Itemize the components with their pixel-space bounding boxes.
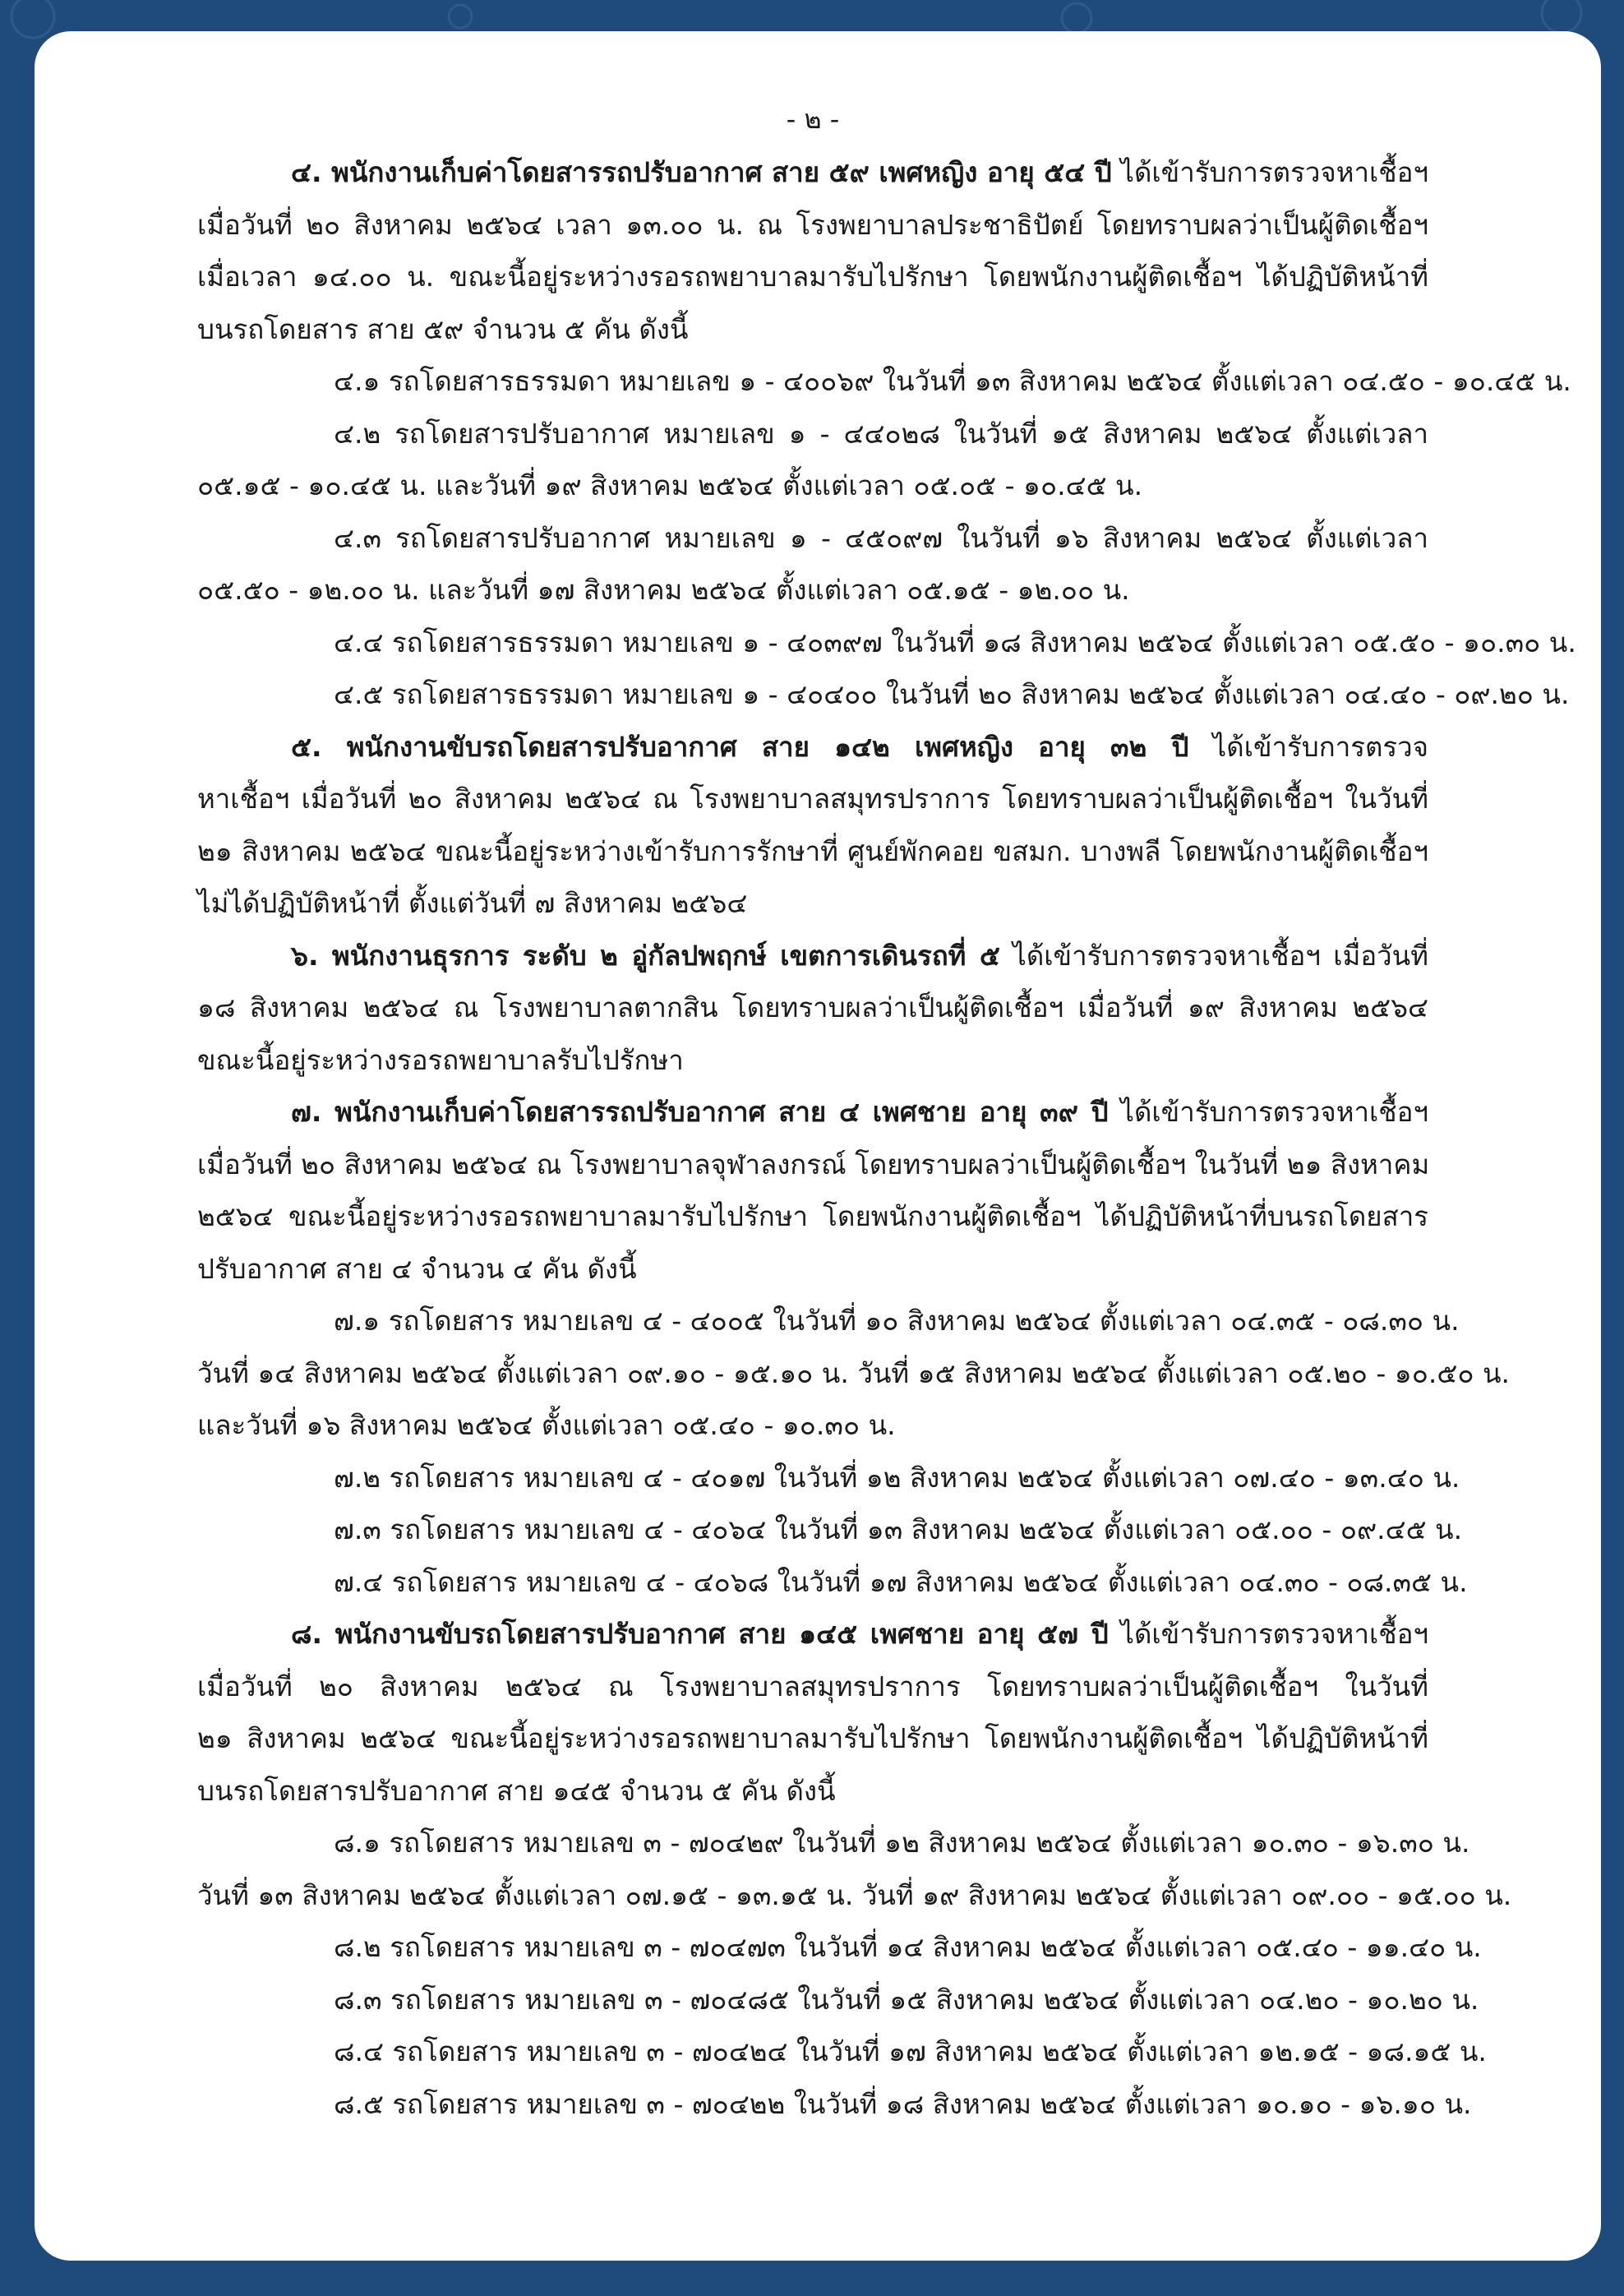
paragraph-line: [197, 825, 1428, 878]
body-text: ๒๑ สิงหาคม ๒๕๖๔ ขณะนี้อยู่ระหว่างเข้ารับการรักษาที่ ศูนย์พักคอย ขสมก. บางพลี โดยพนักงานผู้ติดเชื้อฯ: [197, 834, 1428, 867]
paragraph-section: [197, 1608, 1512, 2130]
paragraph-line: [197, 1086, 1428, 1139]
paragraph-section: [197, 146, 1576, 721]
list-item-line: ๗.๑ รถโดยสาร หมายเลข ๔ - ๔๐๐๕ ในวันที่ ๑๐ สิงหาคม ๒๕๖๔ ตั้งแต่เวลา ๐๔.๓๕ - ๐๘.๓๐ น.: [334, 1305, 1460, 1337]
document-body: [197, 99, 1576, 2130]
body-text: บนรถโดยสารปรับอากาศ สาย ๑๔๕ จำนวน ๕ คัน ดังนี้: [197, 1774, 836, 1807]
paragraph-line: [197, 773, 1428, 825]
paragraph-line: [197, 199, 1428, 252]
body-text: เมื่อวันที่ ๒๐ สิงหาคม ๒๕๖๔ เวลา ๑๓.๐๐ น. ณ โรงพยาบาลประชาธิปัตย์ โดยทราบผลว่าเป็นผู้ติดเชื้อฯ: [197, 208, 1428, 241]
paragraph-line: [197, 721, 1428, 774]
paragraph-line: [197, 982, 1428, 1034]
body-text: เมื่อวันที่ ๒๐ สิงหาคม ๒๕๖๔ ณ โรงพยาบาลจุฬาลงกรณ์ โดยทราบผลว่าเป็นผู้ติดเชื้อฯ ในวันที่ ๒๑ สิงหาคม: [197, 1148, 1430, 1180]
paragraph-line: [197, 1765, 1428, 1818]
paragraph-line: [197, 251, 1428, 303]
heading-text: ๕. พนักงานขับรถโดยสารปรับอากาศ สาย ๑๔๒ เพศหญิง อายุ ๓๒ ปี: [291, 730, 1189, 763]
paragraph-line: [197, 930, 1428, 982]
paragraph-line: [197, 1243, 1428, 1296]
list-item-line: ๘.๒ รถโดยสาร หมายเลข ๓ - ๗๐๔๗๓ ในวันที่ ๑๔ สิงหาคม ๒๕๖๔ ตั้งแต่เวลา ๐๕.๔๐ - ๑๑.๔๐ น.: [334, 1931, 1482, 1963]
page-number: - ๒ -: [786, 104, 840, 135]
heading-text: ๗. พนักงานเก็บค่าโดยสารรถปรับอากาศ สาย ๔ เพศชาย อายุ ๓๙ ปี: [291, 1096, 1109, 1128]
list-item-line: ๗.๒ รถโดยสาร หมายเลข ๔ - ๔๐๑๗ ในวันที่ ๑๒ สิงหาคม ๒๕๖๔ ตั้งแต่เวลา ๐๗.๔๐ - ๑๓.๔๐ น.: [334, 1461, 1460, 1494]
body-text: ๒๑ สิงหาคม ๒๕๖๔ ขณะนี้อยู่ระหว่างรอรถพยาบาลมารับไปรักษา โดยพนักงานผู้ติดเชื้อฯ ได้ปฏิบัติหน้าที่: [197, 1722, 1428, 1754]
body-text: ไม่ได้ปฏิบัติหน้าที่ ตั้งแต่วันที่ ๗ สิงหาคม ๒๕๖๔: [197, 887, 748, 919]
list-item-line: ๗.๓ รถโดยสาร หมายเลข ๔ - ๔๐๖๔ ในวันที่ ๑๓ สิงหาคม ๒๕๖๔ ตั้งแต่เวลา ๐๕.๐๐ - ๐๙.๔๕ น.: [334, 1513, 1463, 1545]
body-text: ได้เข้ารับการตรวจหาเชื้อฯ: [1111, 156, 1429, 188]
list-item-line: วันที่ ๑๓ สิงหาคม ๒๕๖๔ ตั้งแต่เวลา ๐๗.๑๕ - ๑๓.๑๕ น. วันที่ ๑๙ สิงหาคม ๒๕๖๔ ตั้งแต่เวลา ๐๙.๐๐ - ๑๕.๐๐ น.: [197, 1878, 1512, 1911]
paragraph-line: [197, 1712, 1428, 1765]
list-item-line: ๘.๕ รถโดยสาร หมายเลข ๓ - ๗๐๔๒๒ ในวันที่ ๑๘ สิงหาคม ๒๕๖๔ ตั้งแต่เวลา ๑๐.๑๐ - ๑๖.๑๐ น.: [334, 2087, 1472, 2120]
list-item-line: ๐๕.๕๐ - ๑๒.๐๐ น. และวันที่ ๑๗ สิงหาคม ๒๕๖๔ ตั้งแต่เวลา ๐๕.๑๕ - ๑๒.๐๐ น.: [197, 574, 1130, 606]
list-item-line: และวันที่ ๑๖ สิงหาคม ๒๕๖๔ ตั้งแต่เวลา ๐๕.๔๐ - ๑๐.๓๐ น.: [197, 1409, 896, 1441]
body-text: ๑๘ สิงหาคม ๒๕๖๔ ณ โรงพยาบาลตากสิน โดยทราบผลว่าเป็นผู้ติดเชื้อฯ เมื่อวันที่ ๑๙ สิงหาคม ๒๕๖๔: [197, 991, 1428, 1023]
body-text: ได้เข้ารับการตรวจหาเชื้อฯ: [1108, 1096, 1429, 1128]
list-item-line: ๔.๔ รถโดยสารธรรมดา หมายเลข ๑ - ๔๐๓๙๗ ในวันที่ ๑๘ สิงหาคม ๒๕๖๔ ตั้งแต่เวลา ๐๕.๕๐ - ๑๐.๓๐ น.: [334, 626, 1576, 658]
body-text: ขณะนี้อยู่ระหว่างรอรถพยาบาลรับไปรักษา: [197, 1043, 684, 1076]
body-text: ได้เข้ารับการตรวจหาเชื้อฯ เมื่อวันที่: [999, 939, 1428, 972]
paragraph-line: [197, 1190, 1428, 1243]
paragraph-line: [197, 1608, 1428, 1661]
heading-text: ๖. พนักงานธุรการ ระดับ ๒ อู่กัลปพฤกษ์ เขตการเดินรถที่ ๕: [291, 939, 1000, 972]
paragraph-section: [197, 1086, 1511, 1608]
body-text: เมื่อวันที่ ๒๐ สิงหาคม ๒๕๖๔ ณ โรงพยาบาลสมุทรปราการ โดยทราบผลว่าเป็นผู้ติดเชื้อฯ ในวันที่: [197, 1670, 1428, 1702]
body-text: หาเชื้อฯ เมื่อวันที่ ๒๐ สิงหาคม ๒๕๖๔ ณ โรงพยาบาลสมุทรปราการ โดยทราบผลว่าเป็นผู้ติดเชื้อฯ ในวันที่: [197, 783, 1428, 815]
paragraph-section: [197, 721, 1428, 930]
body-text: เมื่อเวลา ๑๔.๐๐ น. ขณะนี้อยู่ระหว่างรอรถพยาบาลมารับไปรักษา โดยพนักงานผู้ติดเชื้อฯ ได้ปฏิบัติหน้าที่: [197, 261, 1428, 293]
body-text: ได้เข้ารับการตรวจหาเชื้อฯ: [1108, 1618, 1428, 1650]
paragraph-line: [197, 877, 1428, 930]
list-item-line: ๔.๒ รถโดยสารปรับอากาศ หมายเลข ๑ - ๔๔๐๒๘ ในวันที่ ๑๕ สิงหาคม ๒๕๖๔ ตั้งแต่เวลา: [334, 417, 1428, 450]
paragraph-line: [197, 1139, 1428, 1191]
list-item-line: ๔.๓ รถโดยสารปรับอากาศ หมายเลข ๑ - ๔๕๐๙๗ ในวันที่ ๑๖ สิงหาคม ๒๕๖๔ ตั้งแต่เวลา: [334, 521, 1428, 554]
body-text: ได้เข้ารับการตรวจ: [1188, 730, 1428, 763]
body-text: บนรถโดยสาร สาย ๕๙ จำนวน ๕ คัน ดังนี้: [197, 312, 689, 345]
heading-text: ๘. พนักงานขับรถโดยสารปรับอากาศ สาย ๑๔๕ เพศชาย อายุ ๕๗ ปี: [291, 1618, 1109, 1650]
body-text: ปรับอากาศ สาย ๔ จำนวน ๔ คัน ดังนี้: [197, 1252, 637, 1285]
list-item-line: ๐๕.๑๕ - ๑๐.๔๕ น. และวันที่ ๑๙ สิงหาคม ๒๕๖๔ ตั้งแต่เวลา ๐๕.๐๕ - ๑๐.๔๕ น.: [197, 469, 1143, 501]
body-text: ๒๕๖๔ ขณะนี้อยู่ระหว่างรอรถพยาบาลมารับไปรักษา โดยพนักงานผู้ติดเชื้อฯ ได้ปฏิบัติหน้าที่บนรถโดยสาร: [197, 1200, 1428, 1232]
heading-text: ๔. พนักงานเก็บค่าโดยสารรถปรับอากาศ สาย ๕๙ เพศหญิง อายุ ๕๔ ปี: [291, 156, 1112, 188]
list-item-line: ๘.๓ รถโดยสาร หมายเลข ๓ - ๗๐๔๘๕ ในวันที่ ๑๕ สิงหาคม ๒๕๖๔ ตั้งแต่เวลา ๐๔.๒๐ - ๑๐.๒๐ น.: [334, 1983, 1479, 2016]
paragraph-line: [197, 1661, 1428, 1713]
list-item-line: ๗.๔ รถโดยสาร หมายเลข ๔ - ๔๐๖๘ ในวันที่ ๑๗ สิงหาคม ๒๕๖๔ ตั้งแต่เวลา ๐๔.๓๐ - ๐๘.๓๕ น.: [334, 1565, 1468, 1598]
paragraph-line: [197, 303, 1428, 356]
paragraph-line: [197, 146, 1428, 199]
paragraph-line: [197, 1034, 1428, 1087]
list-item-line: ๔.๑ รถโดยสารธรรมดา หมายเลข ๑ - ๔๐๐๖๙ ในวันที่ ๑๓ สิงหาคม ๒๕๖๔ ตั้งแต่เวลา ๐๔.๕๐ - ๑๐.๔๕ น.: [334, 365, 1571, 397]
paragraph-section: [197, 930, 1428, 1087]
list-item-line: ๘.๑ รถโดยสาร หมายเลข ๓ - ๗๐๔๒๙ ในวันที่ ๑๒ สิงหาคม ๒๕๖๔ ตั้งแต่เวลา ๑๐.๓๐ - ๑๖.๓๐ น.: [334, 1827, 1470, 1859]
list-item-line: วันที่ ๑๔ สิงหาคม ๒๕๖๔ ตั้งแต่เวลา ๐๙.๑๐ - ๑๕.๑๐ น. วันที่ ๑๕ สิงหาคม ๒๕๖๔ ตั้งแต่เวลา ๐๕.๒๐ - ๑๐.๕๐ น.: [197, 1356, 1511, 1389]
list-item-line: ๘.๔ รถโดยสาร หมายเลข ๓ - ๗๐๔๒๔ ในวันที่ ๑๗ สิงหาคม ๒๕๖๔ ตั้งแต่เวลา ๑๒.๑๕ - ๑๘.๑๕ น.: [334, 2035, 1487, 2067]
list-item-line: ๔.๕ รถโดยสารธรรมดา หมายเลข ๑ - ๔๐๔๐๐ ในวันที่ ๒๐ สิงหาคม ๒๕๖๔ ตั้งแต่เวลา ๐๔.๔๐ - ๐๙.๒๐ น.: [334, 678, 1570, 710]
